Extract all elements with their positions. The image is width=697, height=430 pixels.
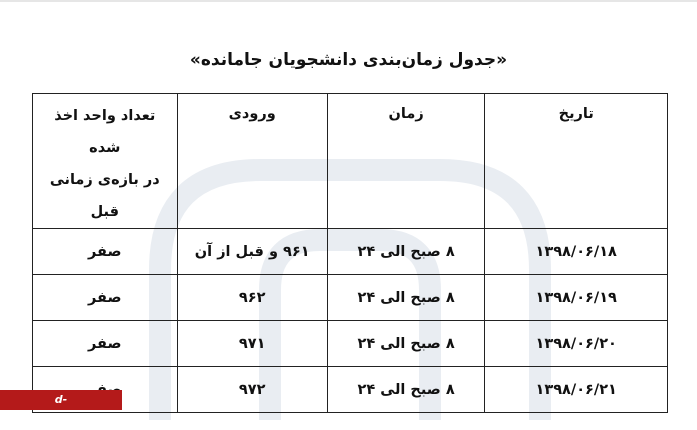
page-title: «جدول زمان‌بندی دانشجویان جامانده» [189,50,508,70]
header-time: زمان [327,94,485,229]
schedule-table [32,93,668,413]
cell-units: صفر [33,275,178,321]
cell-entry: ۹۶۱ و قبل از آن [177,229,327,275]
cell-date: ۱۳۹۸/۰۶/۲۱ [485,367,668,413]
header-units-line1: تعداد واحد اخذ شده [54,108,156,156]
cell-date: ۱۳۹۸/۰۶/۱۹ [485,275,668,321]
table-row [33,275,668,321]
table-row [33,229,668,275]
cell-entry: ۹۷۲ [177,367,327,413]
cell-time: ۸ صبح الی ۲۴ [327,229,485,275]
site-badge[interactable]: d-boroujerd.nus.ac.ir [0,390,122,410]
table-header-row [33,94,668,229]
cell-entry: ۹۶۲ [177,275,327,321]
header-units-line2: در بازه‌ی زمانی قبل [49,172,160,220]
header-units [33,94,178,229]
header-date: تاریخ [485,94,668,229]
cell-time: ۸ صبح الی ۲۴ [327,275,485,321]
cell-units: صفر [33,229,178,275]
table-row [33,367,668,413]
table-row [33,321,668,367]
cell-time: ۸ صبح الی ۲۴ [327,321,485,367]
header-entry: ورودی [177,94,327,229]
cell-entry: ۹۷۱ [177,321,327,367]
cell-time: ۸ صبح الی ۲۴ [327,367,485,413]
cell-date: ۱۳۹۸/۰۶/۲۰ [485,321,668,367]
cell-units: صفر [33,321,178,367]
top-divider [0,0,697,2]
cell-date: ۱۳۹۸/۰۶/۱۸ [485,229,668,275]
